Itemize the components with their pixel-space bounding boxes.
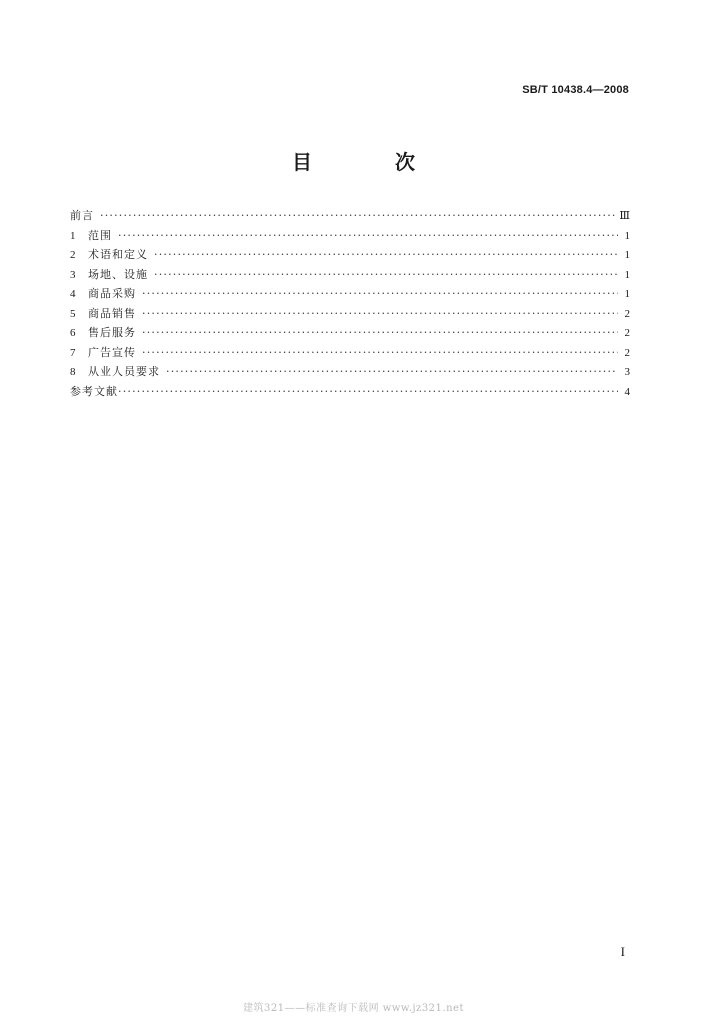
dot-leader [154,265,618,285]
toc-entry-title: 广告宣传 [88,345,136,359]
standard-code: SB/T 10438.4—2008 [522,84,629,96]
dot-leader [118,226,618,246]
dot-leader [142,304,618,324]
dot-leader [166,362,618,382]
toc-entry-procurement[interactable] [70,284,630,304]
toc-entry-foreword[interactable] [70,206,630,226]
toc-entry-number: 2 [70,249,76,261]
table-of-contents [70,206,630,401]
dot-leader [142,284,618,304]
toc-entry-page: 1 [624,288,630,300]
toc-entry-references[interactable] [70,382,630,402]
toc-entry-number: 3 [70,268,76,281]
toc-entry-title: 商品销售 [88,306,136,320]
toc-entry-after-sales[interactable] [70,323,630,343]
dot-leader [142,343,618,363]
toc-entry-title: 商品采购 [88,287,136,300]
dot-leader [118,382,618,402]
dot-leader [142,323,618,343]
toc-entry-page: 1 [624,268,630,281]
toc-entry-advertising[interactable] [70,343,630,363]
toc-entry-facilities[interactable] [70,265,630,285]
toc-entry-title: 场地、设施 [88,267,148,281]
toc-entry-page: 4 [624,385,630,398]
toc-entry-title: 从业人员要求 [88,365,160,378]
dot-leader [154,245,618,265]
page-number: I [620,944,625,959]
toc-entry-page: 2 [624,346,630,359]
toc-entry-number: 5 [70,307,76,320]
dot-leader [100,206,615,226]
toc-entry-page: 2 [624,307,630,320]
toc-entry-page: 1 [624,229,630,242]
toc-entry-staff[interactable] [70,362,630,382]
toc-entry-number: 6 [70,327,76,339]
toc-entry-page: 3 [624,366,630,378]
toc-entry-title: 范围 [88,228,112,242]
watermark: 建筑321——标准查询下载网 www.jz321.net [243,1003,464,1014]
toc-entry-page: 2 [624,327,630,339]
toc-entry-title: 售后服务 [88,326,136,339]
toc-entry-terms[interactable] [70,245,630,265]
toc-entry-number: 4 [70,288,76,300]
toc-entry-sales[interactable] [70,304,630,324]
toc-entry-title: 前言 [70,209,94,222]
toc-entry-page: Ⅲ [619,210,630,222]
toc-entry-page: 1 [624,249,630,261]
toc-entry-number: 8 [70,366,76,378]
page-title: 目 次 [292,150,453,174]
toc-entry-number: 7 [70,346,76,359]
toc-entry-number: 1 [70,229,76,242]
toc-entry-scope[interactable] [70,226,630,246]
toc-entry-title: 术语和定义 [88,248,148,261]
toc-entry-title: 参考文献 [70,384,118,398]
